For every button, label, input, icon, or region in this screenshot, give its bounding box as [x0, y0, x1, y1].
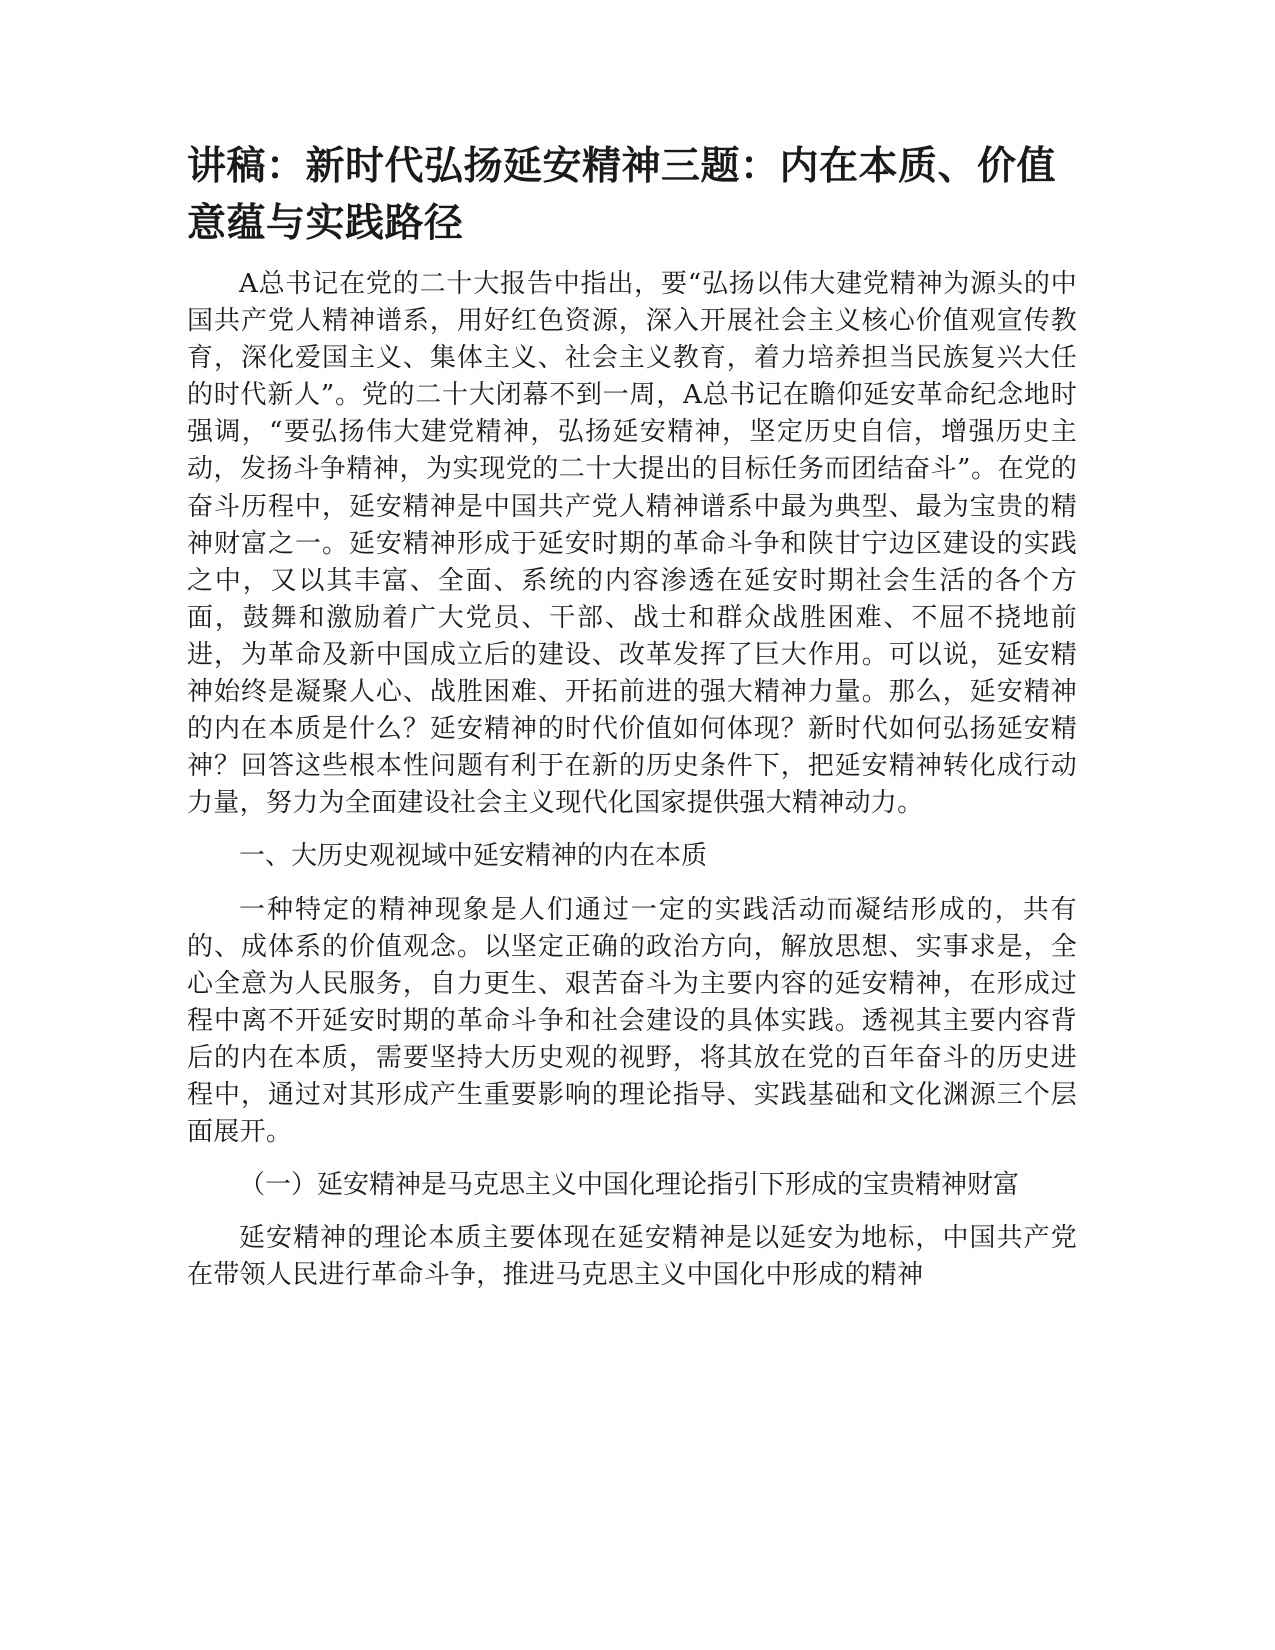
section-1-paragraph: 一种特定的精神现象是人们通过一定的实践活动而凝结形成的，共有的、成体系的价值观念。以坚定正确的政治方向，解放思想、实事求是，全心全意为人民服务，自力更生、艰苦奋斗为主要内容的延安精神，在形成过程中离不开延安时期的革命斗争和社会建设的具体实践。透视其主要内容背后的内在本质，需要坚持大历史观的视野，将其放在党的百年奋斗的历史进程中，通过对其形成产生重要影响的理论指导、实践基础和文化渊源三个层面展开。 [187, 894, 1077, 1148]
subsection-1-paragraph: 延安精神的理论本质主要体现在延安精神是以延安为地标，中国共产党在带领人民进行革命斗争，推进马克思主义中国化中形成的精神 [187, 1223, 1077, 1291]
section-heading-1: 一、大历史观视域中延安精神的内在本质 [239, 841, 708, 872]
subsection-heading-1: （一）延安精神是马克思主义中国化理论指引下形成的宝贵精神财富 [239, 1170, 1020, 1201]
document-title: 讲稿：新时代弘扬延安精神三题：内在本质、价值意蕴与实践路径 [187, 144, 1057, 246]
intro-paragraph: A总书记在党的二十大报告中指出，要“弘扬以伟大建党精神为源头的中国共产党人精神谱系，用好红色资源，深入开展社会主义核心价值观宣传教育，深化爱国主义、集体主义、社会主义教育，着力培养担当民族复兴大任的时代新人”。党的二十大闭幕不到一周，A总书记在瞻仰延安革命纪念地时强调，“要弘扬伟大建党精神，弘扬延安精神，坚定历史自信，增强历史主动，发扬斗争精神，为实现党的二十大提出的目标任务而团结奋斗”。在党的奋斗历程中，延安精神是中国共产党人精神谱系中最为典型、最为宝贵的精神财富之一。延安精神形成于延安时期的革命斗争和陕甘宁边区建设的实践之中，又以其丰富、全面、系统的内容渗透在延安时期社会生活的各个方面，鼓舞和激励着广大党员、干部、战士和群众战胜困难、不屈不挠地前进，为革命及新中国成立后的建设、改革发挥了巨大作用。可以说，延安精神始终是凝聚人心、战胜困难、开拓前进的强大精神力量。那么，延安精神的内在本质是什么？延安精神的时代价值如何体现？新时代如何弘扬延安精神？回答这些根本性问题有利于在新的历史条件下，把延安精神转化成行动力量，努力为全面建设社会主义现代化国家提供强大精神动力。 [187, 269, 1077, 819]
document-body [187, 138, 1077, 1294]
